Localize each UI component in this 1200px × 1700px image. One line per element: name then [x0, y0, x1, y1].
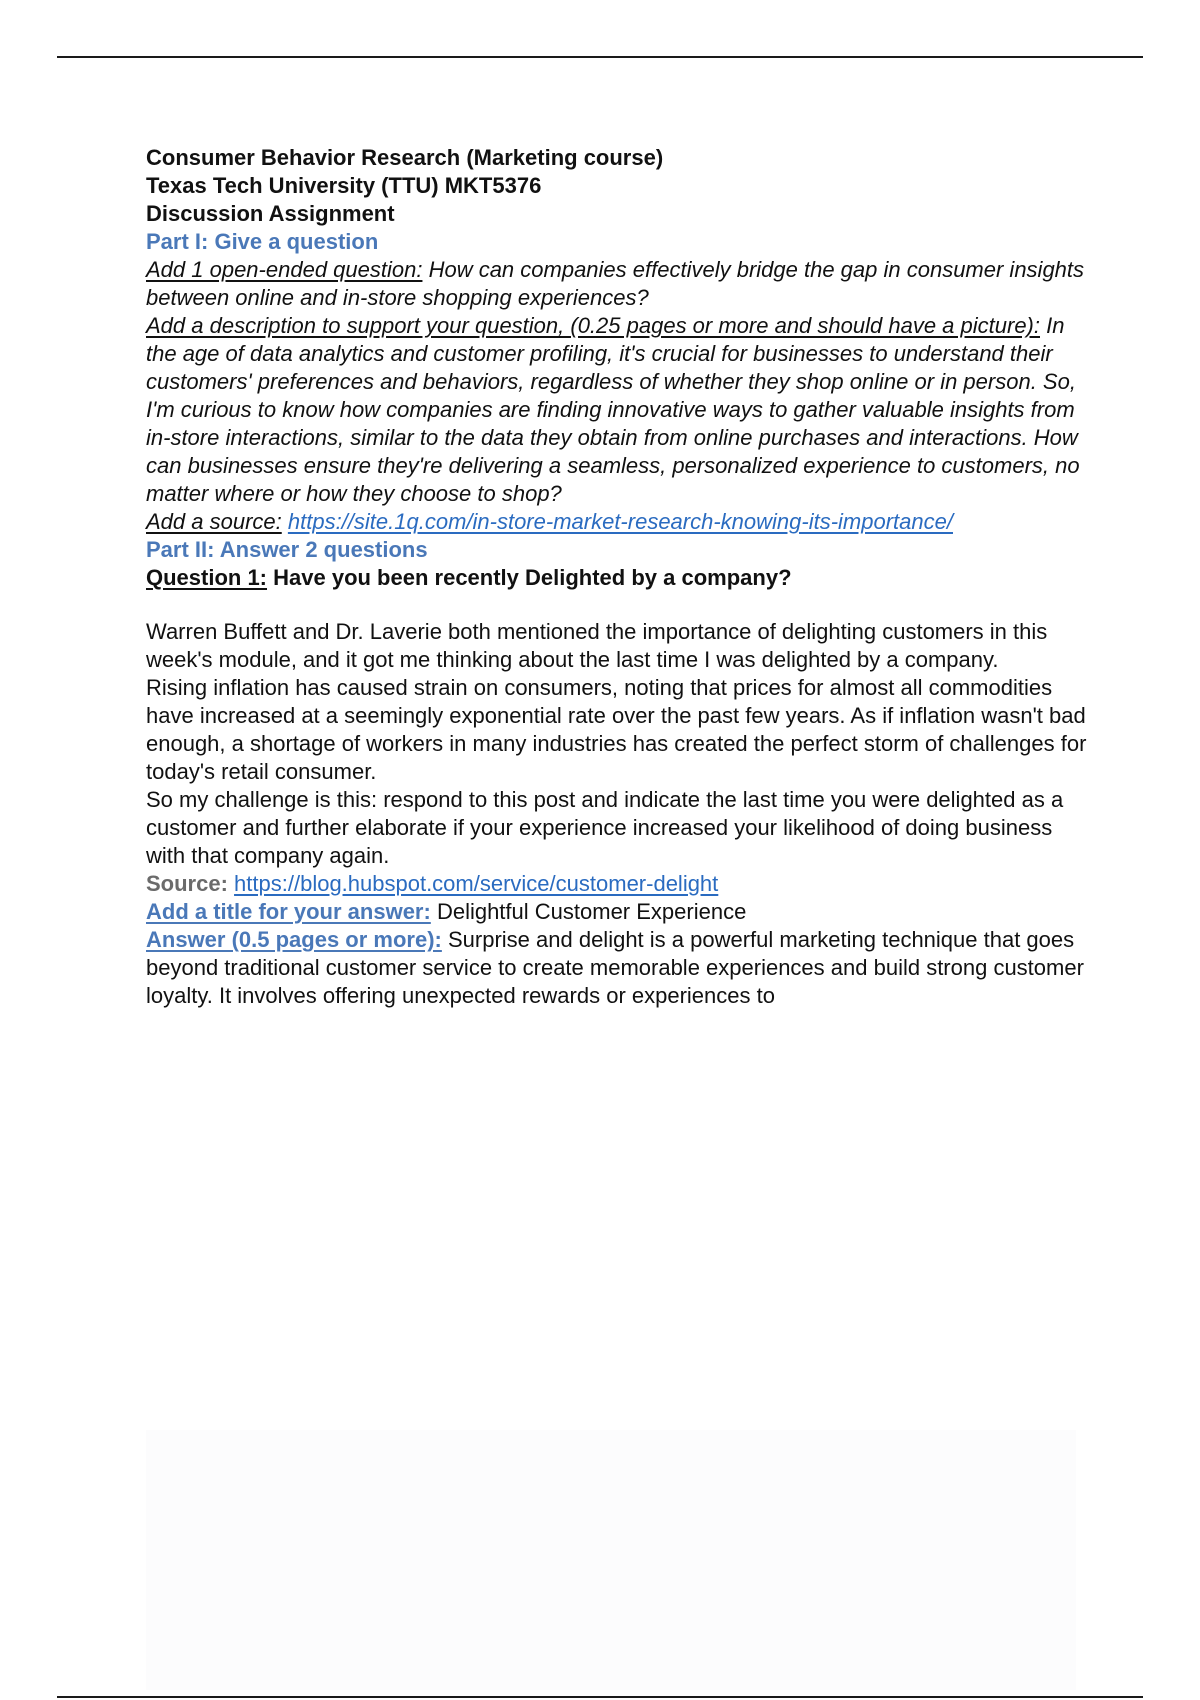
document-body [146, 144, 1096, 1010]
part2-heading: Part II: Answer 2 questions [146, 537, 428, 562]
answer-title [146, 898, 1096, 926]
source-link[interactable]: https://site.1q.com/in-store-market-research-knowing-its-importance/ [287, 509, 953, 534]
question1-label: Question 1: [146, 565, 268, 590]
question1-paragraph: Warren Buffett and Dr. Laverie both mentioned the importance of delighting customers in this week's module, and it got me thinking about the last time I was delighted by a company. [146, 619, 1048, 672]
bottom-divider [57, 1696, 1143, 1698]
answer-label: Answer (0.5 pages or more): [146, 927, 442, 952]
source-label: Add a source: [146, 509, 282, 534]
question1-paragraph: Rising inflation has caused strain on consumers, noting that prices for almost all commodities have increased at a seemingly exponential rate over the past few years. As if inflation wasn't bad enough, a shortage of workers in many industries has created the perfect storm of challenges for today's retail consumer. [146, 675, 1087, 784]
answer-body [146, 926, 1096, 1010]
assignment-title: Discussion Assignment [146, 201, 395, 226]
answer-title-text: Delightful Customer Experience [430, 899, 747, 924]
part1-question [146, 256, 1096, 312]
course-title: Consumer Behavior Research (Marketing course) [146, 145, 664, 170]
description-text: In the age of data analytics and customer profiling, it's crucial for businesses to understand their customers' preferences and behaviors, regardless of whether they shop online or in person. So, I'm curious to know how companies are finding innovative ways to gather valuable insights from in-store interactions, similar to the data they obtain from online purchases and interactions. How can businesses ensure they're delivering a seamless, personalized experience to customers, no matter where or how they choose to shop? [146, 313, 1080, 506]
description-label: Add a description to support your question, (0.25 pages or more and should have a picture): [146, 313, 1040, 338]
part1-heading: Part I: Give a question [146, 229, 379, 254]
top-divider [57, 56, 1143, 58]
page-fade-area [146, 1430, 1076, 1690]
question1-source [146, 870, 1096, 898]
question1-source-label: Source: [146, 871, 228, 896]
question1-text: Have you been recently Delighted by a company? [267, 565, 792, 590]
question-label: Add 1 open-ended question: [146, 257, 423, 282]
part1-description [146, 312, 1096, 508]
question1-body [146, 618, 1096, 870]
hubspot-source-link[interactable]: https://blog.hubspot.com/service/customer-delight [234, 871, 719, 896]
part1-source [146, 508, 1096, 536]
question1-heading [146, 564, 1096, 592]
question1-paragraph: So my challenge is this: respond to this post and indicate the last time you were delighted as a customer and further elaborate if your experience increased your likelihood of doing business with that company again. [146, 787, 1064, 868]
answer-text: Surprise and delight is a powerful marketing technique that goes beyond traditional customer service to create memorable experiences and build strong customer loyalty. It involves offering unexpected rewards or experiences to [146, 927, 1084, 1008]
answer-title-label: Add a title for your answer: [146, 899, 431, 924]
question-text: How can companies effectively bridge the gap in consumer insights between online and in-store shopping experiences? [146, 257, 1085, 310]
university-line: Texas Tech University (TTU) MKT5376 [146, 173, 542, 198]
